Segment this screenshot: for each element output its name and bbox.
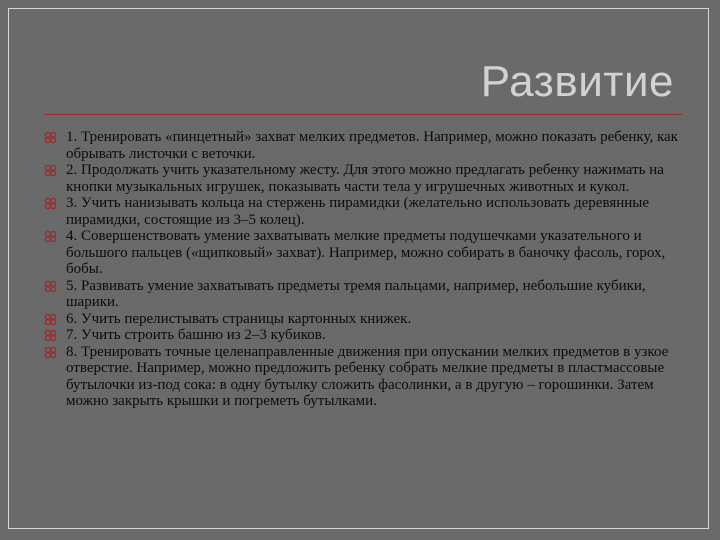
ornamental-bullet-icon <box>44 346 57 359</box>
list-item <box>0 162 720 195</box>
list-item <box>0 327 720 344</box>
list-item-text: 2. Продолжать учить указательному жесту. Для этого можно предлагать ребенку нажимать на кнопки музыкальных игрушек, показывать части тела у игрушечных животных и кукол. <box>66 162 664 195</box>
list-item-text: 7. Учить строить башню из 2–3 кубиков. <box>66 327 326 343</box>
bullet-list <box>0 129 720 410</box>
list-item-text: 3. Учить нанизывать кольца на стержень пирамидки (желательно использовать деревянные пирамидки, состоящие из 3–5 колец). <box>66 195 650 228</box>
ornamental-bullet-icon <box>44 313 57 326</box>
list-item <box>0 195 720 228</box>
ornamental-bullet-icon <box>44 164 57 177</box>
list-item <box>0 129 720 162</box>
list-item-text: 5. Развивать умение захватывать предметы тремя пальцами, например, небольшие кубики, шарики. <box>66 277 646 310</box>
ornamental-bullet-icon <box>44 230 57 243</box>
list-item-text: 8. Тренировать точные целенаправленные движения при опускании мелких предметов в узкое отверстие. Например, можно предложить ребенку собрать мелкие предметы в пластмассовые бутылочки из-под сока: в одну бутылку сложить фасолинки, а в другую – горошинки. Затем можно закрыть крышки и погреметь бутылками. <box>66 343 669 409</box>
list-item-text: 6. Учить перелистывать страницы картонных книжек. <box>66 310 412 327</box>
list-item <box>0 311 720 328</box>
ornamental-bullet-icon <box>44 197 57 210</box>
list-item <box>0 228 720 278</box>
ornamental-bullet-icon <box>44 131 57 144</box>
ornamental-bullet-icon <box>44 329 57 342</box>
ornamental-bullet-icon <box>44 280 57 293</box>
list-item <box>0 344 720 410</box>
list-item-text: 1. Тренировать «пинцетный» захват мелких предметов. Например, можно показать ребенку, как обрывать листочки с веточки. <box>66 129 678 162</box>
title-underline <box>44 114 682 115</box>
slide-title: Развитие <box>480 57 674 106</box>
list-item <box>0 278 720 311</box>
list-item-text: 4. Совершенствовать умение захватывать мелкие предметы подушечками указательного и большого пальцев («щипковый» захват). Например, можно собирать в баночку фасоль, горох, бобы. <box>66 228 666 277</box>
